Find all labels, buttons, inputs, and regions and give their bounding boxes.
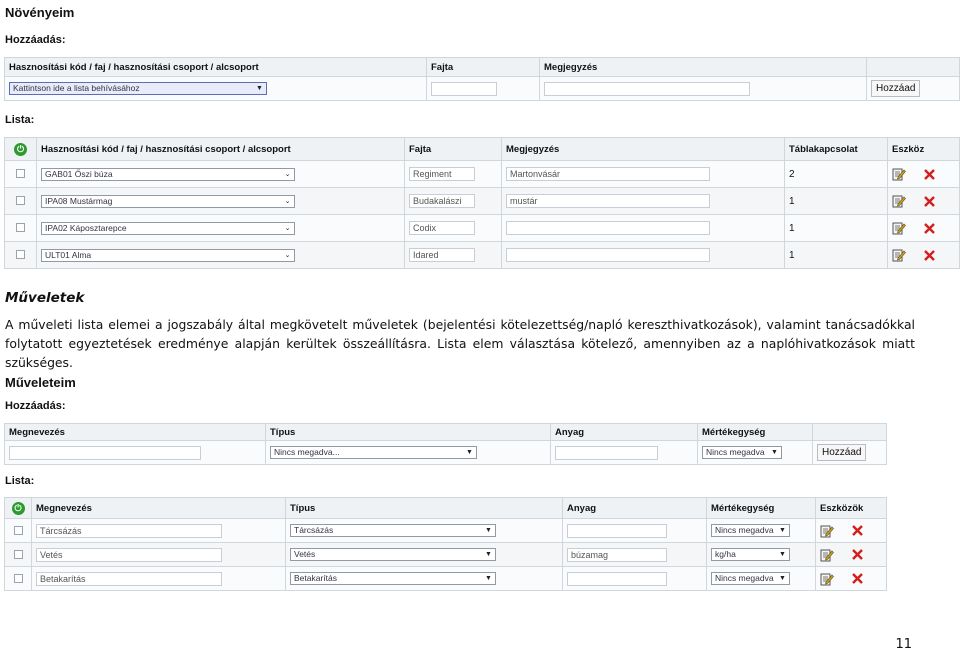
row-material-input[interactable]: [567, 524, 667, 538]
operation-name-input[interactable]: [9, 446, 201, 460]
row-link-count: 1: [785, 188, 888, 215]
row-checkbox[interactable]: [16, 196, 25, 205]
row-checkbox[interactable]: [16, 169, 25, 178]
edit-icon[interactable]: [892, 167, 906, 181]
ops-list-header-tools: Eszközök: [816, 498, 887, 519]
table-row: [5, 543, 887, 567]
row-note-input[interactable]: mustár: [506, 194, 710, 208]
delete-icon[interactable]: [923, 195, 936, 208]
chevron-down-icon: ▼: [256, 85, 263, 92]
table-row: [5, 188, 960, 215]
row-note-input[interactable]: [506, 248, 710, 262]
section-heading: Műveletek: [5, 290, 85, 306]
operation-type-select[interactable]: Nincs megadva... ▼: [270, 446, 477, 459]
edit-icon[interactable]: [892, 221, 906, 235]
edit-icon[interactable]: [820, 572, 834, 586]
variety-input[interactable]: [431, 82, 497, 96]
operations-add-form: [4, 423, 887, 465]
page-number: 11: [895, 637, 912, 652]
operations-title: Műveleteim: [5, 375, 76, 390]
operations-add-button[interactable]: Hozzáad: [817, 444, 866, 461]
list-header-code: Hasznosítási kód / faj / hasznosítási csoport / alcsoport: [37, 138, 405, 161]
row-code-select[interactable]: IPA08 Mustármag ⌄: [41, 195, 295, 208]
row-name-input[interactable]: Vetés: [36, 548, 222, 562]
section-paragraph: A műveleti lista elemei a jogszabály által megkövetelt műveletek (bejelentési kötelezettség/napló kereszthivatkozások), valamint tanácsadókkal folytatott egyeztetések eredménye alapján kerültek összeállításra. Lista elem választása kötelező, amennyiben az a naplóhivatkozások miatt szükséges.: [5, 317, 915, 370]
chevron-down-icon: ⌄: [284, 224, 291, 232]
note-input[interactable]: [544, 82, 750, 96]
row-material-input[interactable]: búzamag: [567, 548, 667, 562]
plants-panel: [0, 0, 960, 272]
operations-panel: [0, 372, 888, 595]
list-header-links: Táblakapcsolat: [785, 138, 888, 161]
row-variety-input[interactable]: Codix: [409, 221, 475, 235]
chevron-down-icon: ⌄: [284, 197, 291, 205]
row-link-count: 2: [785, 161, 888, 188]
row-unit-select[interactable]: Nincs megadva ▼: [711, 524, 790, 537]
row-variety-input[interactable]: Budakalászi: [409, 194, 475, 208]
row-note-input[interactable]: Martonvásár: [506, 167, 710, 181]
row-checkbox[interactable]: [16, 223, 25, 232]
ops-list-header-material: Anyag: [563, 498, 707, 519]
table-row: [5, 519, 887, 543]
delete-icon[interactable]: [851, 524, 864, 537]
ops-list-header-unit: Mértékegység: [707, 498, 816, 519]
power-icon[interactable]: ⏻: [12, 502, 25, 515]
chevron-down-icon: ▼: [771, 449, 778, 456]
row-unit-select[interactable]: kg/ha ▼: [711, 548, 790, 561]
row-variety-input[interactable]: Regiment: [409, 167, 475, 181]
list-header-tools: Eszköz: [888, 138, 960, 161]
plants-list-label: Lista:: [5, 114, 35, 126]
row-checkbox[interactable]: [14, 550, 23, 559]
plants-title: Növényeim: [5, 5, 75, 20]
delete-icon[interactable]: [923, 168, 936, 181]
delete-icon[interactable]: [923, 222, 936, 235]
row-code-select[interactable]: IPA02 Káposztarepce ⌄: [41, 222, 295, 235]
row-name-input[interactable]: Tárcsázás: [36, 524, 222, 538]
edit-icon[interactable]: [892, 194, 906, 208]
row-type-select[interactable]: Tárcsázás ▼: [290, 524, 496, 537]
edit-icon[interactable]: [892, 248, 906, 262]
ops-add-header-material: Anyag: [551, 424, 698, 441]
row-note-input[interactable]: [506, 221, 710, 235]
edit-icon[interactable]: [820, 548, 834, 562]
list-header-variety: Fajta: [405, 138, 502, 161]
ops-add-header-name: Megnevezés: [5, 424, 266, 441]
add-header-code: Hasznosítási kód / faj / hasznosítási csoport / alcsoport: [5, 58, 427, 77]
row-name-input[interactable]: Betakarítás: [36, 572, 222, 586]
operations-list-table: [4, 497, 887, 591]
ops-add-header-type: Típus: [266, 424, 551, 441]
plants-list-table: [4, 137, 960, 269]
row-unit-select[interactable]: Nincs megadva ▼: [711, 572, 790, 585]
power-icon[interactable]: ⏻: [14, 143, 27, 156]
row-link-count: 1: [785, 242, 888, 269]
operation-material-input[interactable]: [555, 446, 658, 460]
ops-add-header-unit: Mértékegység: [698, 424, 813, 441]
chevron-down-icon: ▼: [779, 575, 786, 582]
operation-unit-select[interactable]: Nincs megadva ▼: [702, 446, 782, 459]
chevron-down-icon: ▼: [779, 527, 786, 534]
plant-code-select-value: Kattintson ide a lista behívásához: [13, 83, 140, 93]
ops-list-header-name: Megnevezés: [32, 498, 286, 519]
row-material-input[interactable]: [567, 572, 667, 586]
table-row: [5, 567, 887, 591]
add-header-variety: Fajta: [427, 58, 540, 77]
add-header-note: Megjegyzés: [540, 58, 867, 77]
chevron-down-icon: ▼: [466, 449, 473, 456]
table-row: [5, 161, 960, 188]
table-row: [5, 215, 960, 242]
list-header-note: Megjegyzés: [502, 138, 785, 161]
table-row: [5, 242, 960, 269]
row-link-count: 1: [785, 215, 888, 242]
ops-list-header-type: Típus: [286, 498, 563, 519]
row-type-select[interactable]: Betakarítás ▼: [290, 572, 496, 585]
plants-add-button[interactable]: Hozzáad: [871, 80, 920, 97]
row-checkbox[interactable]: [14, 526, 23, 535]
plants-add-label: Hozzáadás:: [5, 34, 66, 46]
operations-list-label: Lista:: [5, 475, 35, 487]
row-variety-input[interactable]: Idared: [409, 248, 475, 262]
chevron-down-icon: ▼: [485, 575, 492, 582]
row-checkbox[interactable]: [14, 574, 23, 583]
delete-icon[interactable]: [923, 249, 936, 262]
edit-icon[interactable]: [820, 524, 834, 538]
row-code-select[interactable]: GAB01 Őszi búza ⌄: [41, 168, 295, 181]
chevron-down-icon: ⌄: [284, 251, 291, 259]
delete-icon[interactable]: [851, 548, 864, 561]
chevron-down-icon: ▼: [485, 551, 492, 558]
chevron-down-icon: ⌄: [284, 170, 291, 178]
plants-add-form: [4, 57, 960, 101]
row-type-select[interactable]: Vetés ▼: [290, 548, 496, 561]
row-code-select[interactable]: ULT01 Alma ⌄: [41, 249, 295, 262]
row-checkbox[interactable]: [16, 250, 25, 259]
delete-icon[interactable]: [851, 572, 864, 585]
operations-add-label: Hozzáadás:: [5, 400, 66, 412]
chevron-down-icon: ▼: [485, 527, 492, 534]
chevron-down-icon: ▼: [779, 551, 786, 558]
plant-code-select[interactable]: [9, 82, 267, 95]
